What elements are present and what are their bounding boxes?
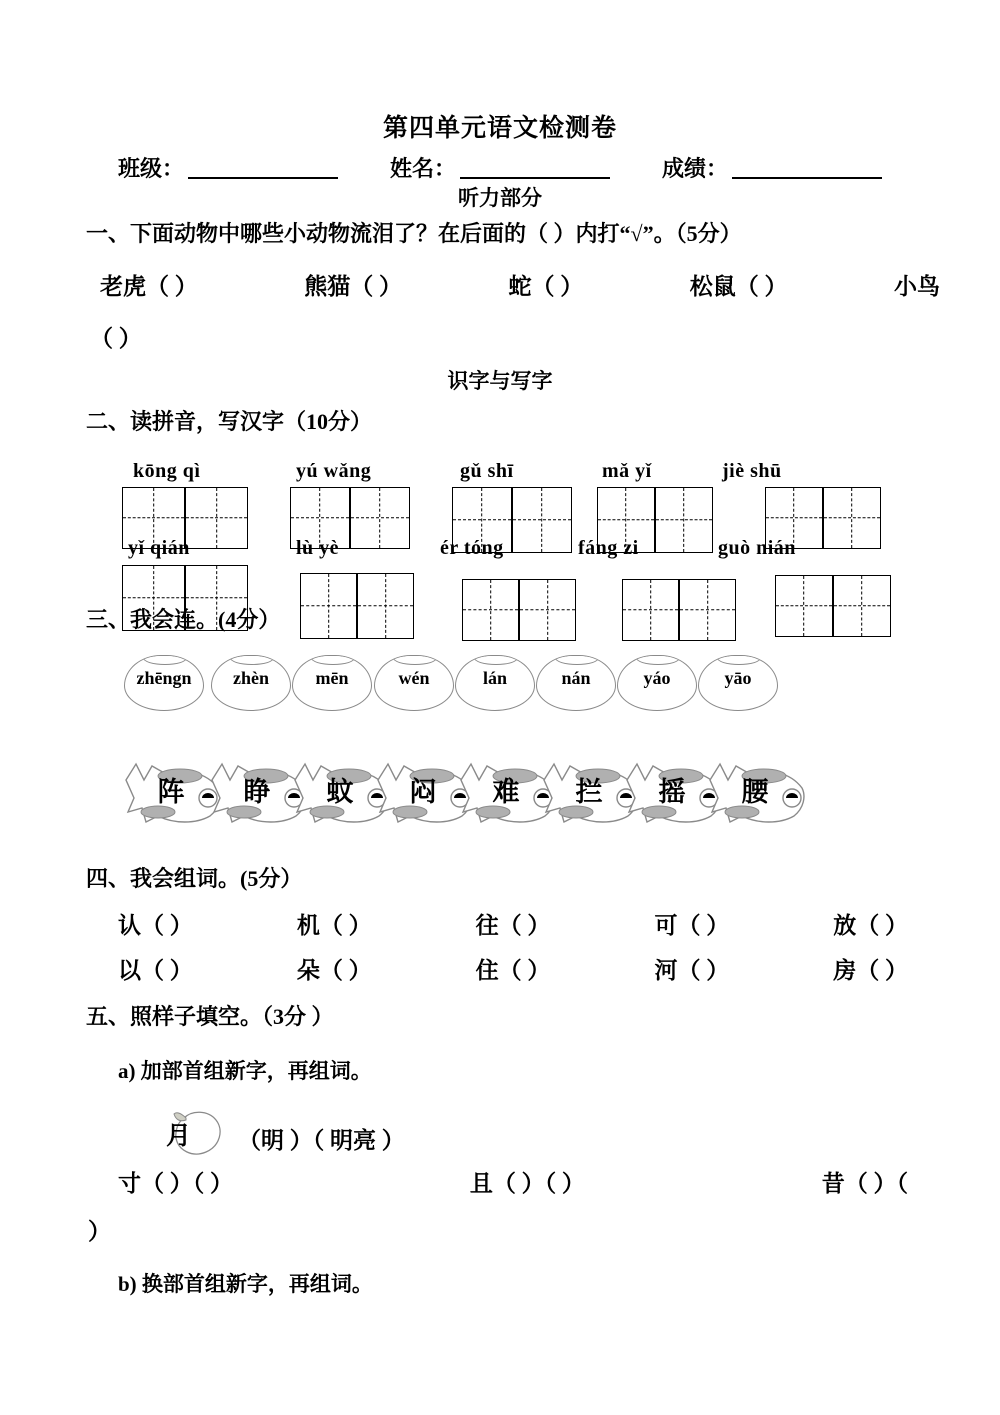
- balloon-label: yāo: [724, 668, 752, 688]
- pinyin-label-gushi: gǔ shī: [460, 460, 514, 482]
- question-4-row-2: [118, 952, 908, 985]
- pinyin-balloon-lan[interactable]: [455, 655, 535, 711]
- animal-option-squirrel[interactable]: 松鼠（ ）: [689, 274, 788, 299]
- word-blank-fang2[interactable]: 房（ ）: [833, 958, 908, 983]
- question-4-heading: 四、我会组词。(5分）: [86, 866, 303, 891]
- pinyin-balloon-wen[interactable]: [374, 655, 454, 711]
- grid-cell[interactable]: [350, 487, 410, 549]
- grid-cell[interactable]: [775, 575, 833, 637]
- class-label: 班级：: [117, 156, 184, 181]
- grid-cell[interactable]: [512, 487, 572, 553]
- grid-cell[interactable]: [679, 579, 736, 641]
- section-band-listening: 听力部分: [458, 186, 542, 210]
- pinyin-balloon-yao2[interactable]: [617, 655, 697, 711]
- pinyin-label-kongqi: kōng qì: [133, 460, 201, 482]
- fish-character: 蚊: [326, 777, 354, 807]
- pinyin-label-yuwang: yú wǎng: [296, 460, 372, 482]
- name-label: 姓名：: [389, 156, 456, 181]
- animal-option-panda[interactable]: 熊猫（ ）: [304, 274, 402, 299]
- sample-answer-words: （明 ）（ 明亮 ）: [238, 1128, 405, 1153]
- question-5-sub-b: b) 换部首组新字，再组词。: [118, 1272, 373, 1296]
- word-blank-yi[interactable]: 以（ ）: [118, 958, 193, 983]
- pinyin-balloon-zheng[interactable]: [124, 655, 204, 711]
- word-blank-fang[interactable]: 放（ ）: [833, 913, 908, 938]
- word-blank-zhu[interactable]: 住（ ）: [475, 958, 551, 983]
- question-1-animal-row: [100, 268, 940, 301]
- question-5-heading: 五、照样子填空。（3分 ）: [86, 1004, 334, 1029]
- pinyin-label-fangzi: fáng zi: [578, 537, 639, 559]
- balloon-label: yáo: [643, 668, 671, 688]
- pinyin-label-ertong: ér tóng: [440, 537, 504, 559]
- animal-option-bird[interactable]: 小鸟: [894, 274, 940, 299]
- balloon-lip: [717, 655, 761, 665]
- writing-grid-luye[interactable]: [300, 573, 414, 639]
- fish-character: 摇: [658, 777, 686, 807]
- radical-blank-qie[interactable]: 且（ ）（ ）: [469, 1171, 585, 1196]
- score-label: 成绩：: [662, 156, 729, 181]
- question-5-sub-a: a) 加部首组新字，再组词。: [118, 1059, 372, 1083]
- balloon-lip: [636, 655, 680, 665]
- fish-character: 拦: [575, 777, 603, 807]
- grid-cell[interactable]: [462, 579, 519, 641]
- balloon-label: zhèn: [233, 668, 269, 688]
- word-blank-duo[interactable]: 朵（ ）: [296, 958, 372, 983]
- pinyin-balloon-yao1[interactable]: [698, 655, 778, 711]
- grid-cell[interactable]: [300, 573, 357, 639]
- class-input-rule[interactable]: [188, 177, 338, 179]
- word-blank-wang[interactable]: 往（ ）: [475, 913, 551, 938]
- balloon-lip: [143, 655, 187, 665]
- grid-cell[interactable]: [185, 487, 248, 549]
- animal-option-tiger[interactable]: 老虎（ ）: [100, 274, 198, 299]
- balloon-lip: [474, 655, 518, 665]
- animal-option-snake[interactable]: 蛇（ ）: [508, 274, 584, 299]
- sample-character: 月: [166, 1123, 192, 1150]
- student-info-line: [0, 152, 1000, 183]
- pinyin-balloon-zhen[interactable]: [211, 655, 291, 711]
- writing-grid-fangzi[interactable]: [622, 579, 736, 641]
- score-field[interactable]: [662, 152, 882, 183]
- balloon-lip: [555, 655, 599, 665]
- character-fish-yao-waist[interactable]: [706, 760, 810, 826]
- balloon-lip: [311, 655, 355, 665]
- balloon-lip: [393, 655, 437, 665]
- score-input-rule[interactable]: [732, 177, 882, 179]
- fish-character: 闷: [409, 777, 437, 807]
- balloon-label: mēn: [315, 668, 349, 688]
- section-band-literacy: 识字与写字: [447, 369, 553, 393]
- pinyin-balloon-nan[interactable]: [536, 655, 616, 711]
- balloon-label: wén: [398, 668, 430, 688]
- balloon-label: lán: [482, 668, 507, 688]
- radical-blank-xi[interactable]: 昔（ ）（: [821, 1171, 908, 1196]
- question-5-radical-row: [118, 1165, 908, 1198]
- pinyin-label-luye: lù yè: [296, 537, 340, 559]
- page-title: 第四单元语文检测卷: [382, 115, 617, 142]
- word-blank-he[interactable]: 河（ ）: [654, 958, 730, 983]
- grid-cell[interactable]: [833, 575, 891, 637]
- question-1-heading: 一、下面动物中哪些小动物流泪了？在后面的（ ）内打“√”。（5分）: [86, 221, 742, 246]
- balloon-label: zhēngn: [136, 668, 192, 688]
- name-input-rule[interactable]: [460, 177, 610, 179]
- class-field[interactable]: [118, 152, 338, 183]
- balloon-lip: [230, 655, 274, 665]
- pinyin-label-yiqian: yǐ qián: [128, 537, 190, 559]
- question-2-heading: 二、读拼音，写汉字（10分）: [86, 409, 373, 434]
- question-3-heading: 三、我会连。(4分）: [86, 607, 281, 632]
- pinyin-balloon-men[interactable]: [292, 655, 372, 711]
- radical-blank-xi-tail[interactable]: ）: [88, 1219, 111, 1244]
- balloon-label: nán: [561, 668, 591, 688]
- writing-grid-guonian[interactable]: [775, 575, 891, 637]
- animal-option-bird-bracket[interactable]: （ ）: [90, 326, 142, 351]
- pinyin-label-guonian: guò nián: [718, 537, 796, 559]
- grid-cell[interactable]: [622, 579, 679, 641]
- pinyin-label-mayi: mǎ yǐ: [602, 460, 652, 482]
- name-field[interactable]: [390, 152, 610, 183]
- pinyin-label-jieshu: jiè shū: [722, 460, 782, 482]
- question-4-row-1: [118, 907, 908, 940]
- apple-shape: [168, 1108, 230, 1158]
- fish-character: 难: [492, 777, 520, 807]
- fish-character: 睁: [243, 777, 271, 807]
- fish-character: 阵: [157, 777, 185, 807]
- grid-cell[interactable]: [823, 487, 881, 549]
- grid-cell[interactable]: [655, 487, 713, 553]
- radical-blank-cun[interactable]: 寸（ ）（ ）: [118, 1171, 233, 1196]
- fish-character: 腰: [741, 777, 769, 807]
- grid-cell[interactable]: [357, 573, 414, 639]
- grid-cell[interactable]: [519, 579, 576, 641]
- word-blank-ren[interactable]: 认（ ）: [118, 913, 193, 938]
- word-blank-ke[interactable]: 可（ ）: [654, 913, 730, 938]
- word-blank-ji[interactable]: 机（ ）: [296, 913, 372, 938]
- writing-grid-ertong[interactable]: [462, 579, 576, 641]
